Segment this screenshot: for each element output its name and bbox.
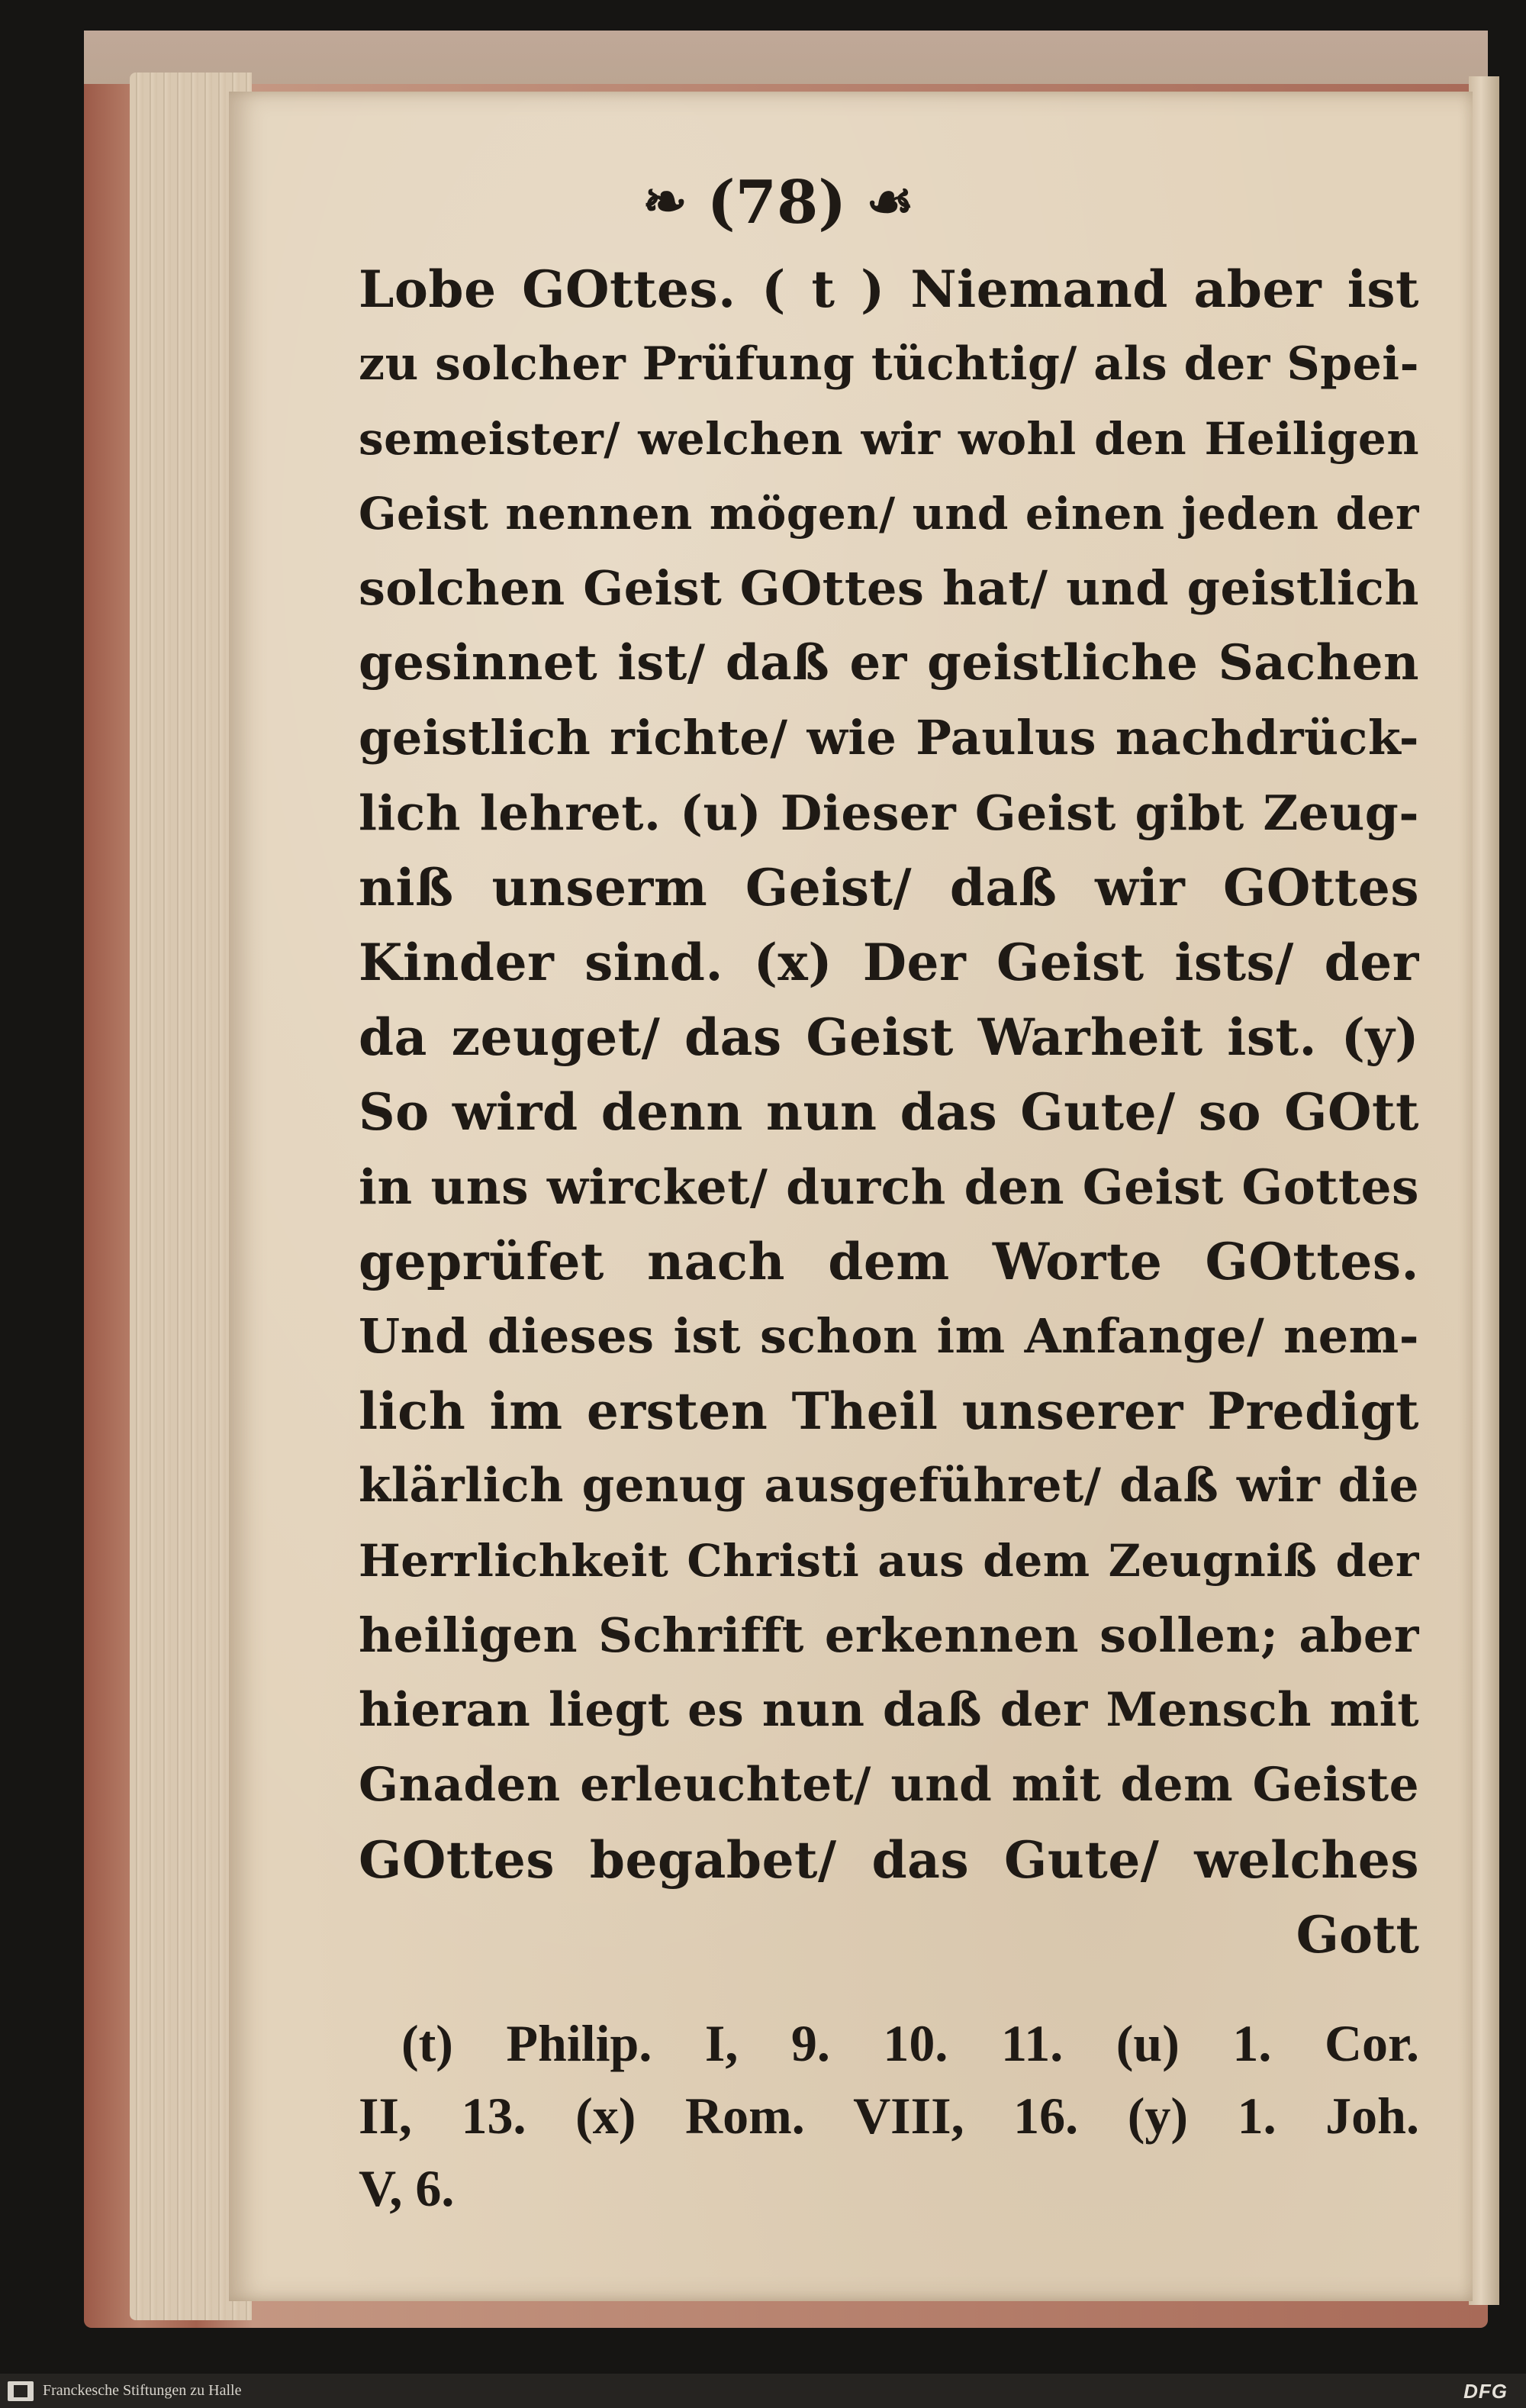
institution-logo-icon (8, 2381, 34, 2401)
right-ornament-icon: ☙ (866, 169, 914, 233)
text-line: heiligen Schrifft erkennen sollen; aber (359, 1607, 1419, 1663)
text-line: solchen Geist GOttes hat/ und geistlich (359, 560, 1419, 616)
text-line: da zeuget/ das Geist Warheit ist. (y) (359, 1007, 1419, 1067)
text-line: hieran liegt es nun daß der Mensch mit (359, 1683, 1419, 1737)
viewer-footer (0, 2374, 1526, 2408)
footnote-line: V, 6. (359, 2159, 455, 2217)
text-line: geprüfet nach dem Worte GOttes. (359, 1232, 1419, 1291)
book-top-edge (84, 31, 1488, 84)
page-header (359, 168, 1198, 237)
text-line: lich im ersten Theil unserer Predigt (359, 1381, 1419, 1441)
text-line: So wird denn nun das Gute/ so GOtt (359, 1082, 1419, 1142)
text-line: niß unserm Geist/ daß wir GOttes (359, 858, 1419, 917)
text-line: semeister/ welchen wir wohl den Heiligen (359, 413, 1419, 465)
text-line: Herrlichkeit Christi aus dem Zeugniß der (359, 1535, 1419, 1587)
text-line: geistlich richte/ wie Paulus nachdrück- (359, 710, 1419, 766)
book-page (229, 92, 1473, 2301)
text-line: gesinnet ist/ daß er geistliche Sachen (359, 634, 1419, 691)
text-line: in uns wircket/ durch den Geist Gottes (359, 1159, 1419, 1215)
text-line: lich lehret. (u) Dieser Geist gibt Zeug- (359, 785, 1419, 841)
page-number: (78) (707, 168, 847, 237)
left-ornament-icon: ❧ (642, 169, 687, 233)
text-line: zu solcher Prüfung tüchtig/ als der Spei- (359, 337, 1419, 391)
text-line: klärlich genug ausgeführet/ daß wir die (359, 1459, 1419, 1513)
right-page-edge (1469, 76, 1499, 2305)
text-line: GOttes begabet/ das Gute/ welches (359, 1830, 1419, 1890)
text-line: Und dieses ist schon im Anfange/ nem- (359, 1308, 1419, 1364)
text-line: Gnaden erleuchtet/ und mit dem Geiste (359, 1758, 1419, 1812)
footnote-line: (t) Philip. I, 9. 10. 11. (u) 1. Cor. (401, 2014, 1419, 2072)
body-text (359, 252, 1419, 1972)
catchword: Gott (1296, 1905, 1419, 1965)
text-line: Lobe GOttes. ( t ) Niemand aber ist (359, 259, 1419, 319)
dfg-mark: DFG (1463, 2380, 1508, 2403)
institution-name: Franckesche Stiftungen zu Halle (43, 2382, 242, 2399)
footnote-line: II, 13. (x) Rom. VIII, 16. (y) 1. Joh. (359, 2087, 1419, 2145)
footnotes (359, 2007, 1419, 2225)
text-line: Kinder sind. (x) Der Geist ists/ der (359, 933, 1419, 992)
text-line: Geist nennen mögen/ und einen jeden der (359, 488, 1419, 540)
